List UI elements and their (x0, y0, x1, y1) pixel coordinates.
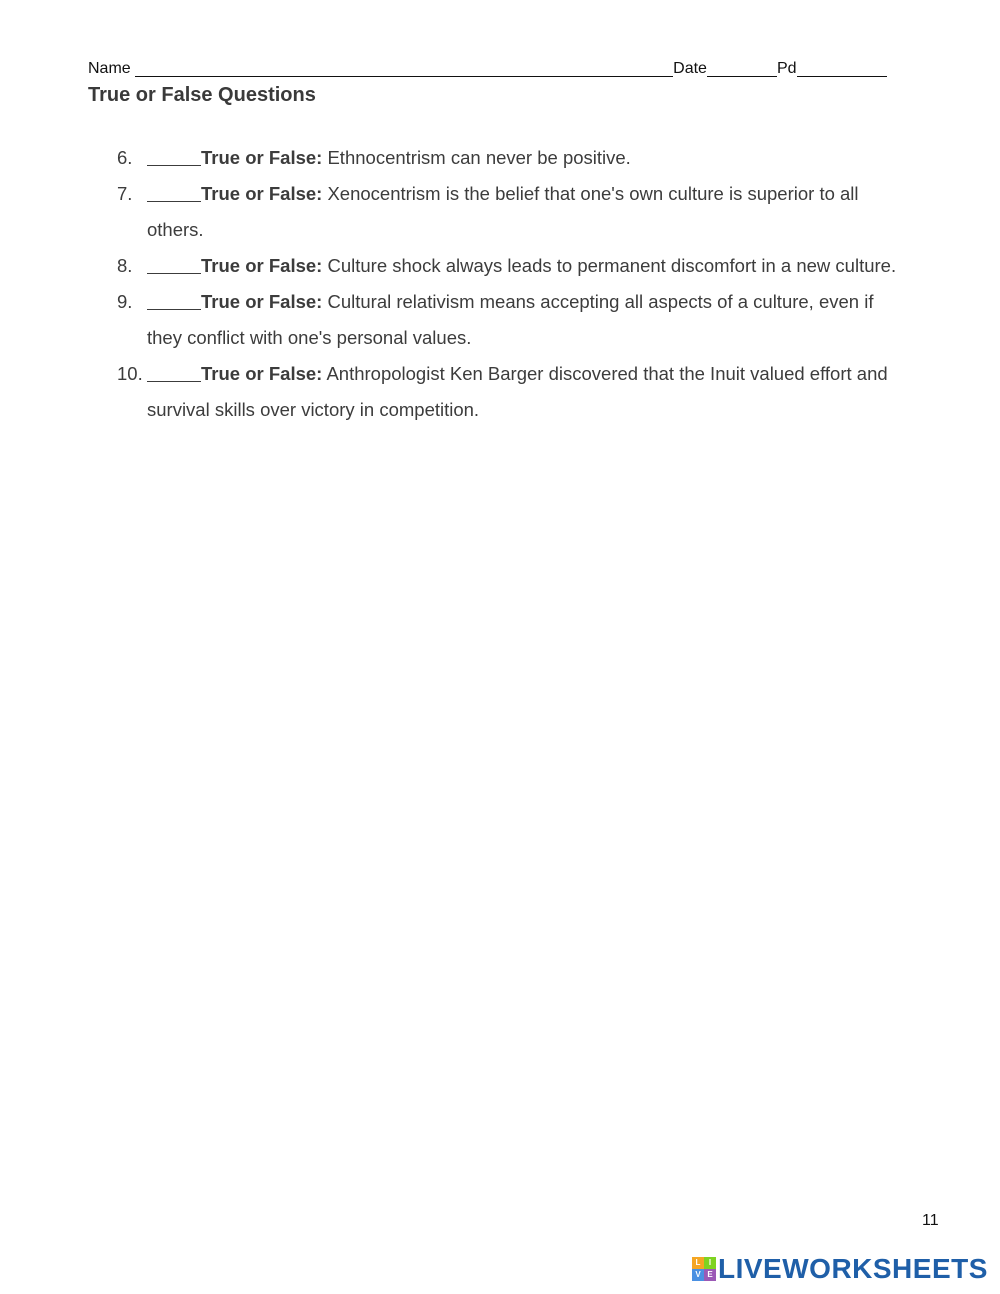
name-label: Name (88, 60, 131, 77)
period-label: Pd (776, 60, 797, 77)
period-field[interactable] (797, 60, 887, 77)
logo-mark-letter: I (704, 1257, 716, 1269)
section-title: True or False Questions (88, 84, 316, 106)
question-text-line-1: Anthropologist Ken Barger discovered that the Inuit valued effort and (326, 363, 888, 384)
true-false-label: True or False: (201, 147, 323, 168)
question-text-line-2: they conflict with one's personal values. (147, 327, 472, 348)
question-number: 7. (117, 183, 133, 204)
true-false-label: True or False: (201, 363, 323, 384)
true-false-label: True or False: (201, 183, 323, 204)
logo-mark-letter: E (704, 1269, 716, 1281)
logo-text: LIVEWORKSHEETS (718, 1253, 988, 1284)
question-text-line-1: Cultural relativism means accepting all aspects of a culture, even if (327, 291, 874, 312)
answer-blank[interactable] (147, 291, 201, 310)
page-number: 11 (922, 1212, 939, 1229)
question-number: 8. (117, 255, 133, 276)
true-false-label: True or False: (201, 291, 323, 312)
date-field[interactable] (707, 60, 777, 77)
answer-blank[interactable] (147, 183, 201, 202)
question-text-line-1: Culture shock always leads to permanent discomfort in a new culture. (327, 255, 897, 276)
true-false-label: True or False: (201, 255, 323, 276)
date-label: Date (673, 60, 707, 77)
liveworksheets-logo (692, 1252, 988, 1286)
answer-blank[interactable] (147, 255, 201, 274)
logo-mark-letter: L (692, 1257, 704, 1269)
question-number: 10. (117, 363, 143, 384)
answer-blank[interactable] (147, 147, 201, 166)
name-field[interactable] (135, 60, 673, 77)
answer-blank[interactable] (147, 363, 201, 382)
question-text-line-2: others. (147, 219, 204, 240)
logo-mark-icon (692, 1257, 716, 1281)
student-info-line (88, 60, 908, 78)
question-number: 6. (117, 147, 133, 168)
question-text-line-1: Ethnocentrism can never be positive. (327, 147, 631, 168)
question-text-line-1: Xenocentrism is the belief that one's own culture is superior to all (327, 183, 859, 204)
question-text-line-2: survival skills over victory in competition. (147, 399, 480, 420)
question-number: 9. (117, 291, 133, 312)
logo-mark-letter: V (692, 1269, 704, 1281)
